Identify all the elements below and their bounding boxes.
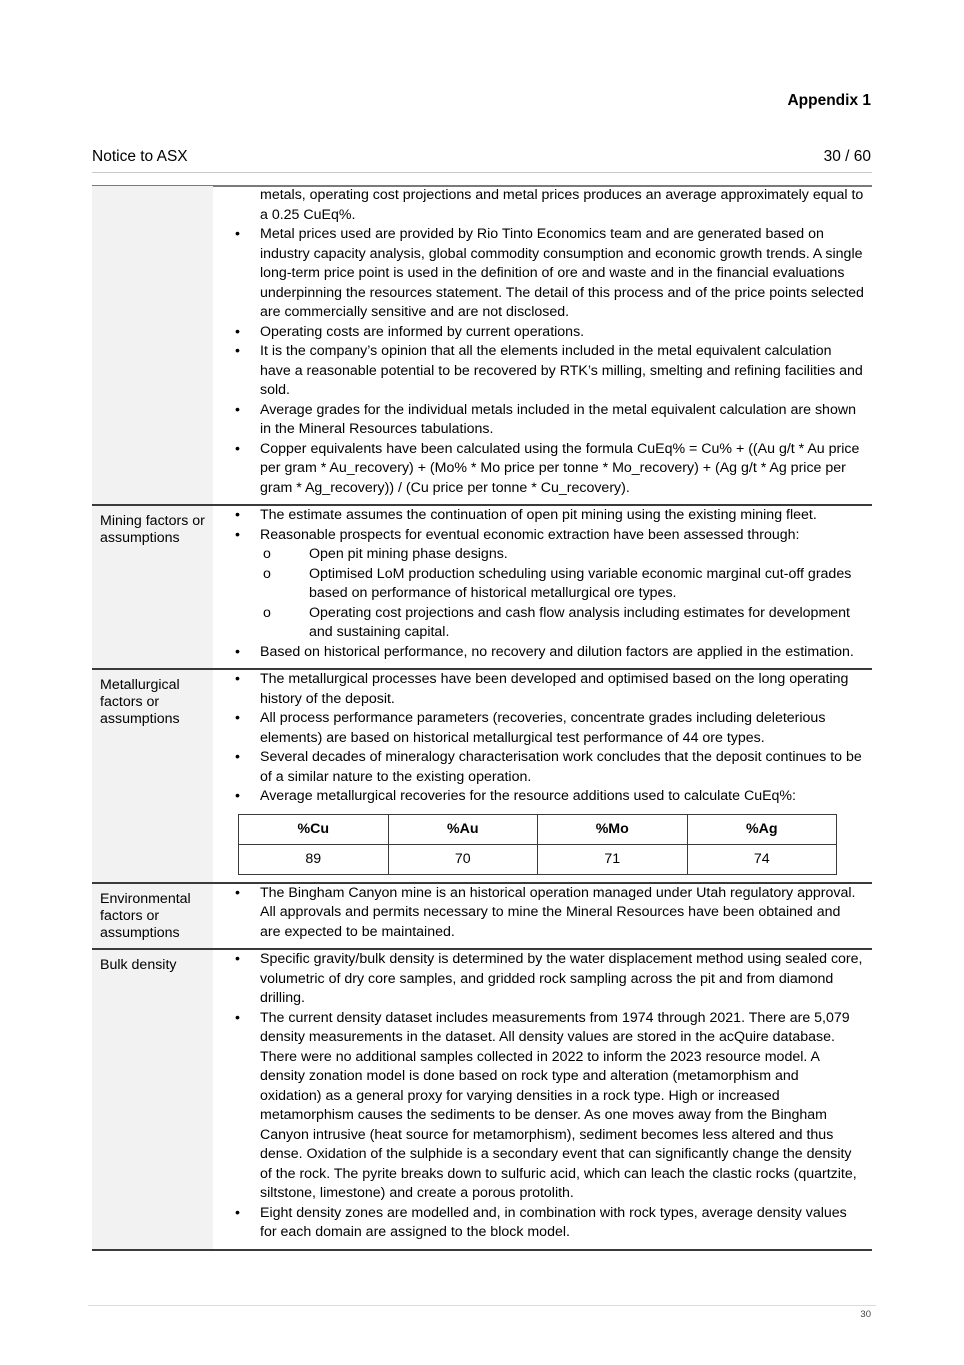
table-row [92,884,872,951]
recovery-value-row [239,844,837,874]
row-content [213,506,872,668]
sub-item: o Operating cost projections and cash flow analysis including estimates for development and sustaining capital. [260,604,864,643]
row-label: Metallurgical factors or assumptions [92,670,213,882]
footer-divider [88,1305,876,1306]
bullet-item [235,342,864,401]
row-label [92,186,213,504]
row-label: Environmental factors or assumptions [92,884,213,949]
row-content [213,186,872,504]
bullet-text: Average grades for the individual metals included in the metal equivalent calculation are shown in the Mineral Resources tabulations. [260,401,856,437]
bullet-item [235,709,864,748]
recovery-value-cell: 89 [239,844,389,874]
sub-item: o Optimised LoM production scheduling using variable economic marginal cut-off grades based on performance of historical metallurgical ore types. [260,565,864,604]
header-divider [92,172,872,173]
bullet-text: Based on historical performance, no recovery and dilution factors are applied in the estimation. [260,643,854,660]
bullet-text: Average metallurgical recoveries for the resource additions used to calculate CuEq%: [260,788,796,804]
recovery-header-cell: %Cu [239,814,389,844]
recovery-table [238,814,837,875]
row-content [213,950,872,1249]
bullet-item [235,748,864,787]
bullet-text: Several decades of mineralogy characterisation work concludes that the deposit continues to be of a similar nature to the existing operation. [260,749,862,785]
recovery-value-cell: 71 [538,844,688,874]
bullet-item [235,225,864,323]
table-row [92,186,872,506]
bullet-text: The estimate assumes the continuation of open pit mining using the existing mining fleet. [260,507,817,523]
table-row [92,950,872,1251]
page-counter: 30 / 60 [823,148,871,165]
recovery-value-cell: 74 [687,844,837,874]
bullet-text: metals, operating cost projections and metal prices produces an average approximately equal to a 0.25 CuEq%. [260,187,864,223]
row-content [213,884,872,949]
bullet-item [235,506,864,526]
sub-list [260,545,864,643]
bullet-item [235,526,864,643]
row-label: Mining factors or assumptions [92,506,213,668]
bullet-text: Copper equivalents have been calculated using the formula CuEq% = Cu% + ((Au g/t * Au price per gram * Au_recovery) + (Mo% * Mo price per tonne * Mo_recovery) + (Ag g/t * Ag price per gram * Ag_recovery)) / (Cu price per tonne * Cu_recovery). [260,440,860,496]
bullet-item [235,950,864,1009]
recovery-value-cell: 70 [388,844,538,874]
recovery-header-cell: %Au [388,814,538,844]
bullet-text: It is the company’s opinion that all the elements included in the metal equivalent calculation have a reasonable potential to be recovered by RTK’s milling, smelting and refining facilities and sold. [260,343,863,398]
recovery-header-cell: %Ag [687,814,837,844]
bullet-text: All process performance parameters (recoveries, concentrate grades including deleterious elements) are based on historical metallurgical test performance of 44 ore types. [260,710,826,746]
bullet-item [235,1204,864,1243]
jorc-table [92,186,872,1251]
bullet-item [235,401,864,440]
bullet-item [235,643,864,663]
bullet-item [235,323,864,343]
table-row [92,506,872,670]
sub-item: o Open pit mining phase designs. [260,545,864,565]
bullet-list [235,670,864,807]
continued-text [235,186,864,225]
bullet-item [235,1009,864,1204]
recovery-header-row [239,814,837,844]
bullet-text: The metallurgical processes have been developed and optimised based on the long operating history of the deposit. [260,671,849,707]
bullet-list [235,884,864,943]
notice-title: Notice to ASX [92,148,188,165]
bullet-text: Metal prices used are provided by Rio Tinto Economics team and are generated based on industry capacity analysis, global commodity consumption and economic growth trends. A single long-term price point is used in the definition of ore and waste and in the financial evaluations underpinning the resources statement. The detail of this process and of the price points selected are commercially sensitive and are not disclosed. [260,226,864,320]
bullet-text: Operating costs are informed by current operations. [260,323,585,340]
footer-page-number: 30 [860,1309,871,1320]
bullet-item [235,884,864,943]
bullet-text: The Bingham Canyon mine is an historical operation managed under Utah regulatory approval. All approvals and permits necessary to mine the Mineral Resources have been obtained and are expected to be maintained. [260,884,856,940]
bullet-item [235,440,864,499]
bullet-text: Eight density zones are modelled and, in combination with rock types, average density values for each domain are assigned to the block model. [260,1204,847,1240]
recovery-header-cell: %Mo [538,814,688,844]
row-label: Bulk density [92,950,213,1249]
bullet-text: Reasonable prospects for eventual economic extraction have been assessed through: [260,526,800,543]
bullet-text: The current density dataset includes measurements from 1974 through 2021. There are 5,079 density measurements in the dataset. All density values are stored in the acQuire database. There were no additional samples collected in 2022 to inform the 2023 resource model. A density zonation model is done based on rock type and alteration (metamorphism and oxidation) as a general proxy for varying densities in a rock type. High or increased metamorphism causes the sediments to be denser. As one moves away from the Bingham Canyon intrusive (heat source for metamorphism), sediment becomes less altered and thus dense. Oxidation of the sulphide is a secondary event that can significantly change the density of the rock. The pyrite breaks down to sulfuric acid, which can leach the clastic rocks (quartzite, siltstone, limestone) and create a porous protolith. [260,1009,857,1201]
bullet-list [235,186,864,498]
bullet-item [235,787,864,807]
bullet-list [235,506,864,662]
bullet-list [235,950,864,1243]
bullet-item [235,670,864,709]
row-content [213,670,872,882]
bullet-text: Specific gravity/bulk density is determined by the water displacement method using sealed core, volumetric of dry core samples, and gridded rock sampling across the pit and from diamond drilling. [260,951,863,1006]
appendix-title: Appendix 1 [787,92,871,109]
table-row [92,670,872,884]
